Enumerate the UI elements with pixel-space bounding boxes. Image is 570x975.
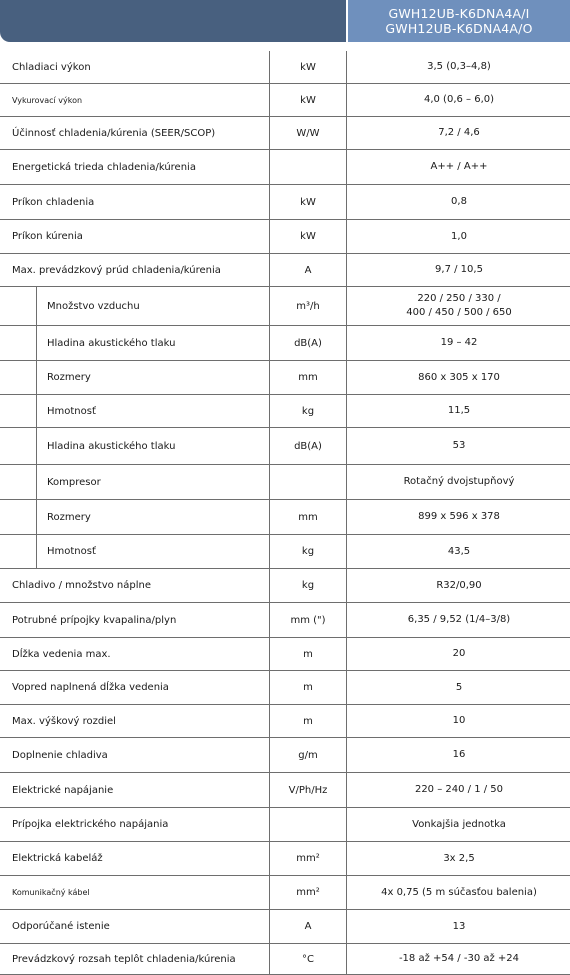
row-label: Chladiaci výkon — [0, 51, 270, 83]
row-unit: dB(A) — [270, 326, 347, 360]
table-row — [0, 535, 570, 569]
table-row — [0, 876, 570, 910]
row-unit: kW — [270, 51, 347, 83]
row-label: Vykurovací výkon — [0, 84, 270, 116]
table-row — [0, 738, 570, 773]
row-unit: dB(A) — [270, 428, 347, 464]
row-label: Rozmery — [36, 500, 270, 534]
row-unit: kg — [270, 395, 347, 427]
row-value: 860 x 305 x 170 — [418, 371, 500, 383]
row-label: Hmotnosť — [36, 535, 270, 568]
row-label: Množstvo vzduchu — [36, 287, 270, 325]
row-label: Potrubné prípojky kvapalina/plyn — [0, 603, 270, 637]
table-row — [0, 84, 570, 117]
row-label: Doplnenie chladiva — [0, 738, 270, 772]
row-value: 3,5 (0,3–4,8) — [427, 61, 491, 72]
row-value: -18 až +54 / -30 až +24 — [398, 953, 520, 964]
row-unit: m — [270, 705, 347, 737]
table-row — [0, 254, 570, 287]
table-row — [0, 638, 570, 671]
table-row — [0, 705, 570, 738]
row-unit: A — [270, 254, 347, 286]
table-row — [0, 671, 570, 705]
row-unit: kg — [270, 569, 347, 602]
row-value: 4x 0,75 (5 m súčasťou balenia) — [381, 886, 537, 898]
row-label: Hladina akustického tlaku — [36, 326, 270, 360]
row-unit: m — [270, 671, 347, 704]
row-unit: W/W — [270, 117, 347, 149]
row-value: 20 — [452, 648, 466, 659]
table-row — [0, 500, 570, 535]
row-value: 7,2 / 4,6 — [438, 127, 480, 138]
row-label: Chladivo / množstvo náplne — [0, 569, 270, 602]
row-unit — [270, 150, 347, 184]
row-label: Vopred naplnená dĺžka vedenia — [0, 671, 270, 704]
row-value: 4,0 (0,6 – 6,0) — [423, 94, 495, 105]
row-unit: mm² — [270, 842, 347, 875]
header-band — [0, 0, 346, 42]
table-row — [0, 569, 570, 603]
table-row — [0, 220, 570, 254]
row-value: 1,0 — [451, 230, 467, 242]
row-label: Hmotnosť — [36, 395, 270, 427]
row-value: 13 — [452, 920, 466, 932]
row-label: Hladina akustického tlaku — [36, 428, 270, 464]
row-label: Prevádzkový rozsah teplôt chladenia/kúrenia — [0, 944, 270, 974]
row-unit: m — [270, 638, 347, 670]
row-unit: A — [270, 910, 347, 943]
row-label: Elektrické napájanie — [0, 773, 270, 807]
row-unit: mm — [270, 361, 347, 394]
value-line-2: 400 / 450 / 500 / 650 — [406, 307, 512, 318]
row-value: 11,5 — [447, 405, 471, 416]
model-outdoor: GWH12UB-K6DNA4A/O — [385, 21, 533, 36]
row-value: 10 — [452, 715, 466, 726]
row-unit: mm² — [270, 876, 347, 909]
table-row — [0, 185, 570, 220]
table-row — [0, 910, 570, 944]
row-label: Elektrická kabeláž — [0, 842, 270, 875]
row-unit: mm — [270, 500, 347, 534]
table-row — [0, 465, 570, 500]
row-unit: kW — [270, 220, 347, 253]
row-value: Vonkajšia jednotka — [412, 818, 506, 830]
table-row — [0, 150, 570, 185]
row-unit — [270, 808, 347, 841]
row-unit: m³/h — [270, 287, 347, 325]
row-label: Rozmery — [36, 361, 270, 394]
row-value: 43,5 — [447, 545, 471, 557]
row-value: 53 — [452, 440, 466, 451]
row-unit: V/Ph/Hz — [270, 773, 347, 807]
table-row — [0, 326, 570, 361]
row-unit: mm (") — [270, 603, 347, 637]
table-row — [0, 395, 570, 428]
table-row — [0, 361, 570, 395]
row-label: Komunikačný kábel — [0, 876, 270, 909]
row-label: Kompresor — [36, 465, 270, 499]
row-value: R32/0,90 — [436, 579, 482, 591]
table-row — [0, 428, 570, 465]
table-header — [0, 0, 570, 42]
row-label: Energetická trieda chladenia/kúrenia — [0, 150, 270, 184]
row-unit: g/m — [270, 738, 347, 772]
table-row — [0, 944, 570, 975]
row-label: Príkon kúrenia — [0, 220, 270, 253]
row-unit: °C — [270, 944, 347, 974]
row-value — [348, 287, 570, 325]
row-value: 0,8 — [451, 196, 467, 207]
row-value: 3x 2,5 — [443, 852, 475, 864]
row-value: 899 x 596 x 378 — [418, 511, 500, 522]
row-label: Max. prevádzkový prúd chladenia/kúrenia — [0, 254, 270, 286]
row-value: 9,7 / 10,5 — [435, 264, 483, 275]
row-unit: kW — [270, 84, 347, 116]
row-unit: kW — [270, 185, 347, 219]
row-value: 6,35 / 9,52 (1/4–3/8) — [407, 614, 511, 625]
table-row — [0, 117, 570, 150]
table-row — [0, 773, 570, 808]
table-row — [0, 287, 570, 326]
value-line-1: 220 / 250 / 330 / — [417, 293, 501, 304]
table-row — [0, 808, 570, 842]
row-label: Max. výškový rozdiel — [0, 705, 270, 737]
row-label: Dĺžka vedenia max. — [0, 638, 270, 670]
row-value: 220 – 240 / 1 / 50 — [414, 784, 504, 795]
row-unit — [270, 465, 347, 499]
row-unit: kg — [270, 535, 347, 568]
model-indoor: GWH12UB-K6DNA4A/I — [388, 6, 530, 21]
table-row — [0, 603, 570, 638]
row-label: Odporúčané istenie — [0, 910, 270, 943]
row-value: Rotačný dvojstupňový — [403, 476, 515, 487]
row-value: 16 — [452, 749, 466, 760]
row-label: Účinnosť chladenia/kúrenia (SEER/SCOP) — [0, 117, 270, 149]
row-label: Príkon chladenia — [0, 185, 270, 219]
table-row — [0, 842, 570, 876]
row-value: 5 — [455, 681, 463, 693]
row-label: Prípojka elektrického napájania — [0, 808, 270, 841]
row-value: 19 – 42 — [440, 337, 478, 348]
row-value: A++ / A++ — [430, 161, 488, 172]
table-row — [0, 51, 570, 84]
model-header — [348, 0, 570, 42]
